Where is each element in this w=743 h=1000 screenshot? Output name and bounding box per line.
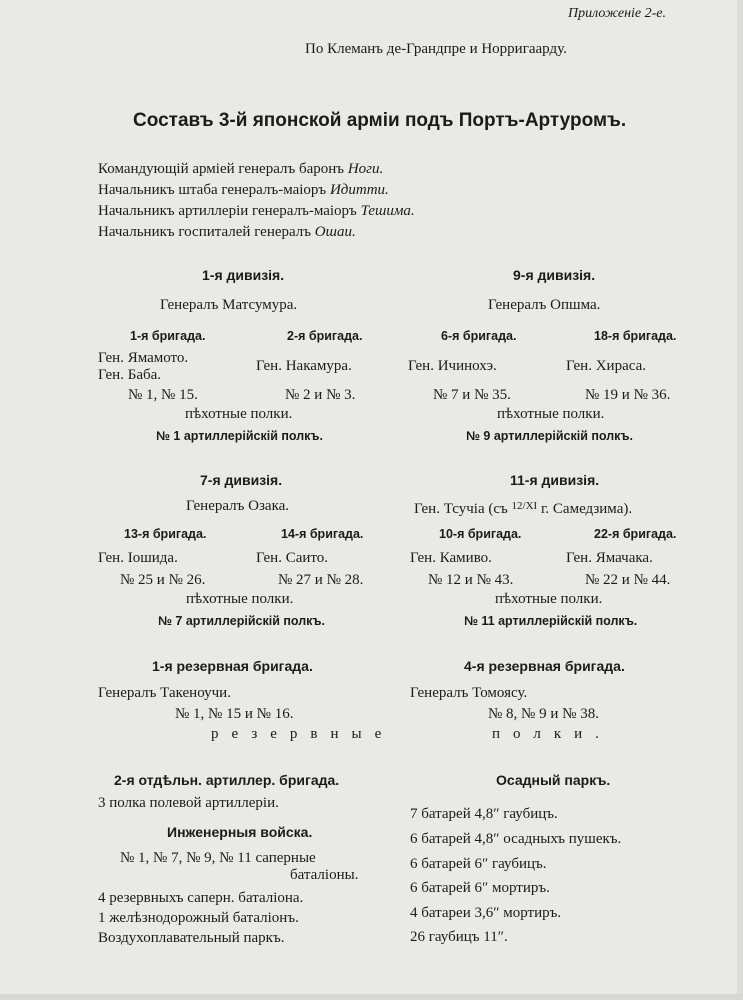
engineers-line-2: баталіоны. bbox=[290, 867, 359, 883]
page-edge-bottom bbox=[0, 994, 743, 1000]
div9-brigade-b: 18-я бригада. bbox=[594, 329, 677, 343]
siege-item: 6 батарей 6″ мортиръ. bbox=[410, 880, 550, 896]
div7-general-b: Ген. Саито. bbox=[256, 550, 329, 566]
siege-item: 6 батарей 4,8″ осадныхъ пушекъ. bbox=[410, 831, 622, 847]
div7-regiments-b: № 27 и № 28. bbox=[278, 572, 364, 588]
div7-brigade-a: 13-я бригада. bbox=[124, 527, 207, 541]
div9-artillery: № 9 артиллерійскій полкъ. bbox=[466, 429, 634, 443]
div11-general-b: Ген. Ямачака. bbox=[566, 550, 653, 566]
siege-item: 26 гаубицъ 11″. bbox=[410, 929, 508, 945]
div1-regiments-b: № 2 и № 3. bbox=[285, 387, 356, 403]
engineers-line-1: № 1, № 7, № 9, № 11 саперные bbox=[120, 850, 316, 866]
div7-infantry: пѣхотные полки. bbox=[186, 591, 294, 607]
siege-item: 6 батарей 6″ гаубицъ. bbox=[410, 856, 547, 872]
div1-regiments-a: № 1, № 15. bbox=[128, 387, 198, 403]
div1-brigade-a: 1-я бригада. bbox=[130, 329, 206, 343]
div7-general: Генералъ Озака. bbox=[186, 498, 290, 514]
div9-brigade-a: 6-я бригада. bbox=[441, 329, 517, 343]
div7-artillery: № 7 артиллерійскій полкъ. bbox=[158, 614, 326, 628]
command-line-3: Начальникъ артиллеріи генералъ-маіоръ Тешима. bbox=[98, 203, 415, 219]
div11-regiments-a: № 12 и № 43. bbox=[428, 572, 514, 588]
div1-general-b: Ген. Накамура. bbox=[256, 358, 352, 374]
div11-brigade-a: 10-я бригада. bbox=[439, 527, 522, 541]
div9-general: Генералъ Опшма. bbox=[488, 297, 601, 313]
div1-general-a1: Ген. Ямамото. bbox=[98, 350, 189, 366]
div1-artillery: № 1 артиллерійскій полкъ. bbox=[156, 429, 324, 443]
div9-regiments-b: № 19 и № 36. bbox=[585, 387, 671, 403]
siege-title: Осадный паркъ. bbox=[496, 772, 611, 788]
res4-title: 4-я резервная бригада. bbox=[464, 658, 625, 674]
command-line-2: Начальникъ штаба генералъ-маіоръ Идитти. bbox=[98, 182, 389, 198]
div9-general-b: Ген. Хираса. bbox=[566, 358, 646, 374]
reserve-regiments-left: резервные bbox=[211, 726, 395, 742]
appendix-label: Приложеніе 2-е. bbox=[568, 6, 667, 21]
div11-infantry: пѣхотные полки. bbox=[495, 591, 603, 607]
siege-item: 4 батареи 3,6″ мортиръ. bbox=[410, 905, 562, 921]
div11-brigade-b: 22-я бригада. bbox=[594, 527, 677, 541]
engineers-line-5: Воздухоплавательный паркъ. bbox=[98, 930, 285, 946]
div7-regiments-a: № 25 и № 26. bbox=[120, 572, 206, 588]
div1-title: 1-я дивизія. bbox=[202, 267, 285, 283]
engineers-line-4: 1 желѣзнодорожный баталіонъ. bbox=[98, 910, 299, 926]
res1-general: Генералъ Такеноучи. bbox=[98, 685, 231, 701]
command-line-4: Начальникъ госпиталей генералъ Ошаи. bbox=[98, 224, 356, 240]
div7-general-a: Ген. Іошида. bbox=[98, 550, 178, 566]
div9-infantry: пѣхотные полки. bbox=[497, 406, 605, 422]
div11-regiments-b: № 22 и № 44. bbox=[585, 572, 671, 588]
res1-title: 1-я резервная бригада. bbox=[152, 658, 313, 674]
div11-title: 11-я дивизія. bbox=[510, 472, 600, 488]
artillery-brigade-title: 2-я отдѣльн. артиллер. бригада. bbox=[114, 772, 340, 788]
div7-brigade-b: 14-я бригада. bbox=[281, 527, 364, 541]
div7-title: 7-я дивизія. bbox=[200, 472, 283, 488]
div9-regiments-a: № 7 и № 35. bbox=[433, 387, 511, 403]
reserve-regiments-right: полки. bbox=[492, 726, 612, 742]
page-title: Составъ 3-й японской арміи подъ Портъ-Артуромъ. bbox=[133, 110, 627, 131]
div11-general-a: Ген. Камиво. bbox=[410, 550, 492, 566]
engineers-title: Инженерныя войска. bbox=[167, 824, 313, 840]
div1-general-a2: Ген. Баба. bbox=[98, 367, 162, 383]
command-line-1: Командующій арміей генералъ баронъ Ноги. bbox=[98, 161, 384, 177]
res4-general: Генералъ Томоясу. bbox=[410, 685, 528, 701]
div11-general: Ген. Тсучіа (съ $^{12/XI}$ г. Самедзима). bbox=[414, 500, 633, 517]
div1-brigade-b: 2-я бригада. bbox=[287, 329, 363, 343]
res4-regiments: № 8, № 9 и № 38. bbox=[488, 706, 599, 722]
div9-title: 9-я дивизія. bbox=[513, 267, 596, 283]
div1-general: Генералъ Матсумура. bbox=[160, 297, 298, 313]
artillery-brigade-line: 3 полка полевой артиллеріи. bbox=[98, 795, 279, 811]
engineers-line-3: 4 резервныхъ саперн. баталіона. bbox=[98, 890, 304, 906]
source-line: По Клеманъ де-Грандпре и Норригаарду. bbox=[305, 41, 567, 57]
siege-item: 7 батарей 4,8″ гаубицъ. bbox=[410, 806, 558, 822]
div1-infantry: пѣхотные полки. bbox=[185, 406, 293, 422]
div11-artillery: № 11 артиллерійскій полкъ. bbox=[464, 614, 638, 628]
page-edge-right bbox=[737, 0, 743, 1000]
div9-general-a: Ген. Ичинохэ. bbox=[408, 358, 497, 374]
res1-regiments: № 1, № 15 и № 16. bbox=[175, 706, 294, 722]
